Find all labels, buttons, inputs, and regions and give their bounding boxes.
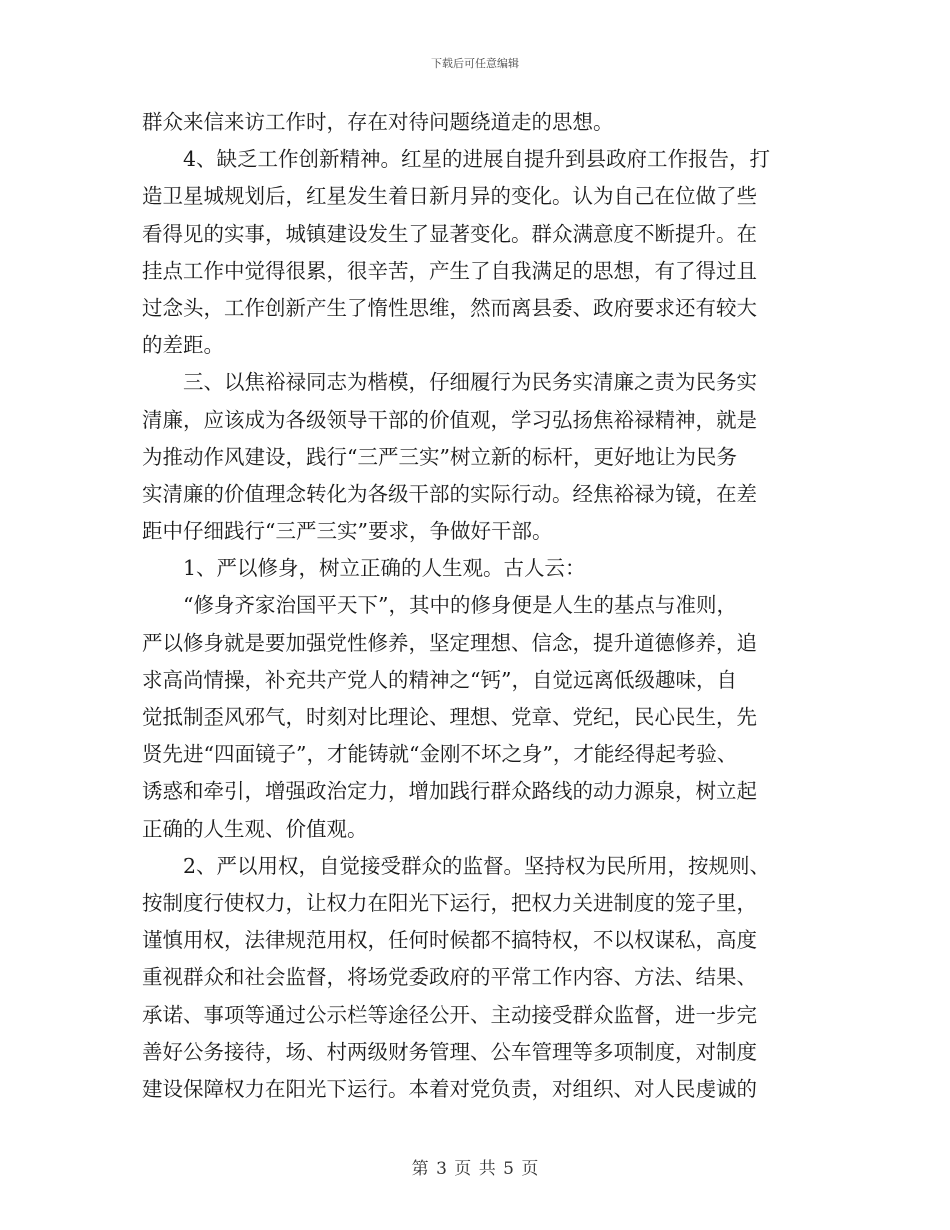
page-header: 下载后可任意编辑 xyxy=(431,57,519,70)
text-line: 群众来信来访工作时，存在对待问题绕道走的思想。 xyxy=(142,110,614,134)
text-line: 看得见的实事，城镇建设发生了显著变化。群众满意度不断提升。在 xyxy=(142,221,757,246)
text-line: 重视群众和社会监督，将场党委政府的平常工作内容、方法、结果、 xyxy=(142,965,757,990)
text-line: 的差距。 xyxy=(142,333,224,358)
text-line: 造卫星城规划后，红星发生着日新月异的变化。认为自己在位做了些 xyxy=(142,184,757,209)
text-line: 实清廉的价值理念转化为各级干部的实际行动。经焦裕禄为镜，在差 xyxy=(142,481,757,506)
text-line: 正确的人生观、价值观。 xyxy=(142,816,368,841)
text-line: 诱惑和牵引，增强政治定力，增加践行群众路线的动力源泉，树立起 xyxy=(142,779,757,804)
text-line: 觉抵制歪风邪气，时刻对比理论、理想、党章、党纪，民心民生，先 xyxy=(142,705,757,729)
text-line: 1、严以修身，树立正确的人生观。古人云： xyxy=(183,556,586,581)
text-line: 2、严以用权，自觉接受群众的监督。坚持权为民所用，按规则、 xyxy=(183,853,771,878)
text-line: 4、缺乏工作创新精神。红星的进展自提升到县政府工作报告，打 xyxy=(183,147,771,172)
text-line: 贤先进“四面镜子”，才能铸就“金刚不坏之身”，才能经得起考验、 xyxy=(142,742,738,767)
text-line: 善好公务接待，场、村两级财务管理、公车管理等多项制度，对制度 xyxy=(142,1039,757,1064)
text-line: 为推动作风建设，践行“三严三实”树立新的标杆，更好地让为民务 xyxy=(142,444,737,469)
text-line: “修身齐家治国平天下”，其中的修身便是人生的基点与准则， xyxy=(183,593,737,618)
text-line: 距中仔细践行“三严三实”要求，争做好干部。 xyxy=(142,519,553,544)
text-line: 过念头，工作创新产生了惰性思维，然而离县委、政府要求还有较大 xyxy=(142,295,757,320)
document-body xyxy=(142,104,810,1108)
text-line: 建设保障权力在阳光下运行。本着对党负责，对组织、对人民虔诚的 xyxy=(142,1076,757,1101)
page-footer: 第 3 页 共 5 页 xyxy=(411,1159,539,1179)
text-line: 三、以焦裕禄同志为楷模，仔细履行为民务实清廉之责为民务实 xyxy=(183,370,757,395)
text-line: 清廉，应该成为各级领导干部的价值观，学习弘扬焦裕禄精神，就是 xyxy=(142,407,757,432)
text-line: 严以修身就是要加强党性修养，坚定理想、信念，提升道德修养，追 xyxy=(142,630,757,655)
text-line: 求高尚情操，补充共产党人的精神之“钙”，自觉远离低级趣味，自 xyxy=(142,667,737,692)
text-line: 挂点工作中觉得很累，很辛苦，产生了自我满足的思想，有了得过且 xyxy=(142,258,757,283)
text-line: 承诺、事项等通过公示栏等途径公开、主动接受群众监督，进一步完 xyxy=(142,1002,757,1027)
text-line: 按制度行使权力，让权力在阳光下运行，把权力关进制度的笼子里， xyxy=(142,890,757,915)
text-line: 谨慎用权，法律规范用权，任何时候都不搞特权，不以权谋私，高度 xyxy=(142,928,757,953)
